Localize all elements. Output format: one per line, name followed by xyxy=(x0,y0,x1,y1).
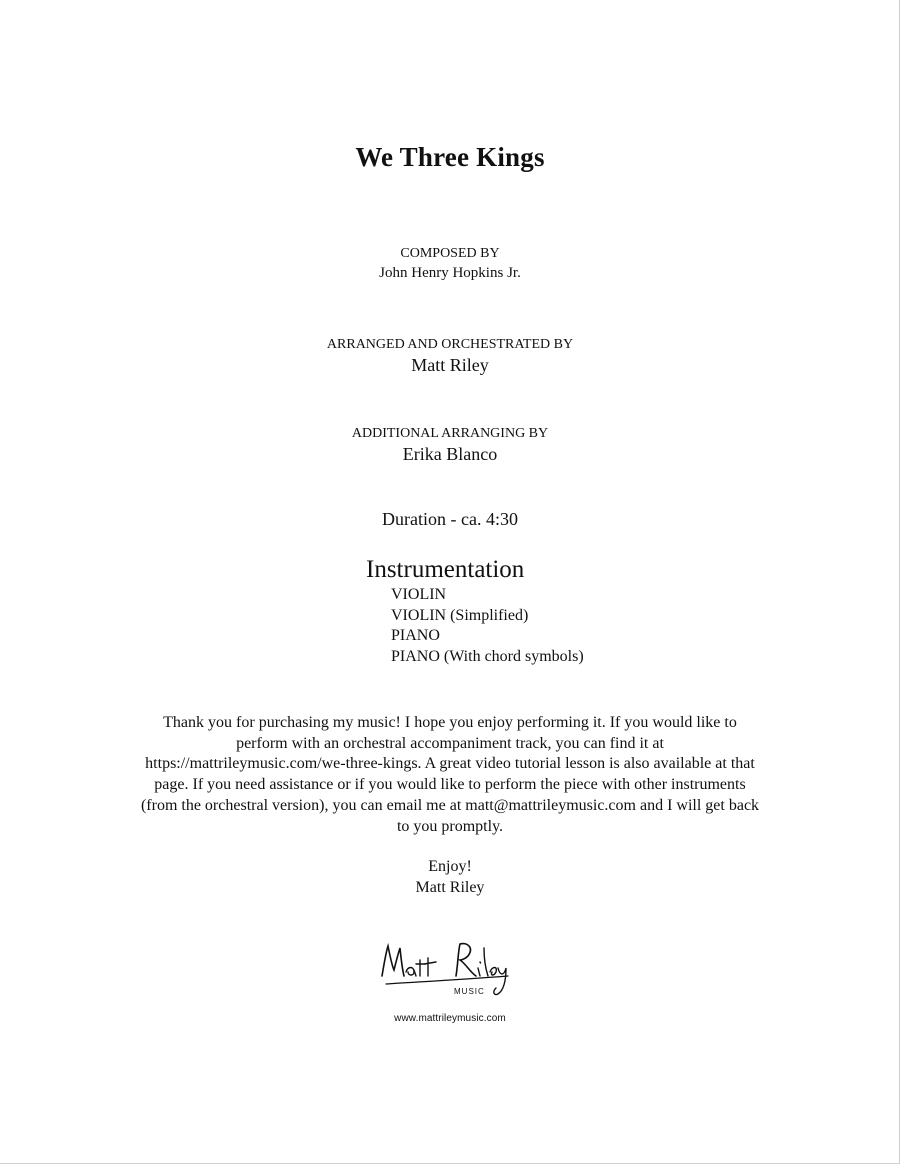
additional-arranger-name: Erika Blanco xyxy=(402,444,498,464)
message-line: https://mattrileymusic.com/we-three-kings. A great video tutorial lesson is also available at that xyxy=(145,755,755,773)
matt-riley-music-logo xyxy=(376,936,528,1002)
arranger-name: Matt Riley xyxy=(411,355,489,375)
composer-name: John Henry Hopkins Jr. xyxy=(379,265,521,281)
message-line: (from the orchestral version), you can email me at matt@mattrileymusic.com and I will get back xyxy=(140,796,760,814)
logo-script-att xyxy=(406,958,436,976)
message-line: perform with an orchestral accompaniment track, you can find it at xyxy=(236,734,664,752)
signoff-name: Matt Riley xyxy=(415,879,485,896)
logo-subtext: MUSIC xyxy=(454,987,485,996)
message-line: page. If you need assistance or if you would like to perform the piece with other instruments xyxy=(154,776,746,794)
logo-script-r xyxy=(456,944,476,976)
instrument-item: PIANO xyxy=(391,627,440,645)
instrumentation-list xyxy=(391,585,584,668)
composed-by-label: COMPOSED BY xyxy=(400,246,500,261)
instrument-item: VIOLIN xyxy=(391,586,447,603)
arranged-by-label: ARRANGED AND ORCHESTRATED BY xyxy=(326,337,574,352)
instrumentation-heading: Instrumentation xyxy=(366,556,525,583)
website-url: www.mattrileymusic.com xyxy=(394,1013,506,1024)
page-title: We Three Kings xyxy=(355,142,545,172)
instrument-item: PIANO (With chord symbols) xyxy=(391,648,584,666)
message-line: to you promptly. xyxy=(396,817,504,835)
instrument-item: VIOLIN (Simplified) xyxy=(391,606,529,624)
logo-script-m xyxy=(382,946,404,976)
additional-arranging-label: ADDITIONAL ARRANGING BY xyxy=(351,426,549,441)
closing-text: Enjoy! xyxy=(428,858,472,875)
thank-you-message xyxy=(100,713,800,837)
message-line: Thank you for purchasing my music! I hope you enjoy performing it. If you would like to xyxy=(163,714,737,731)
logo-swoosh xyxy=(386,976,508,984)
duration-text: Duration - ca. 4:30 xyxy=(382,509,518,529)
